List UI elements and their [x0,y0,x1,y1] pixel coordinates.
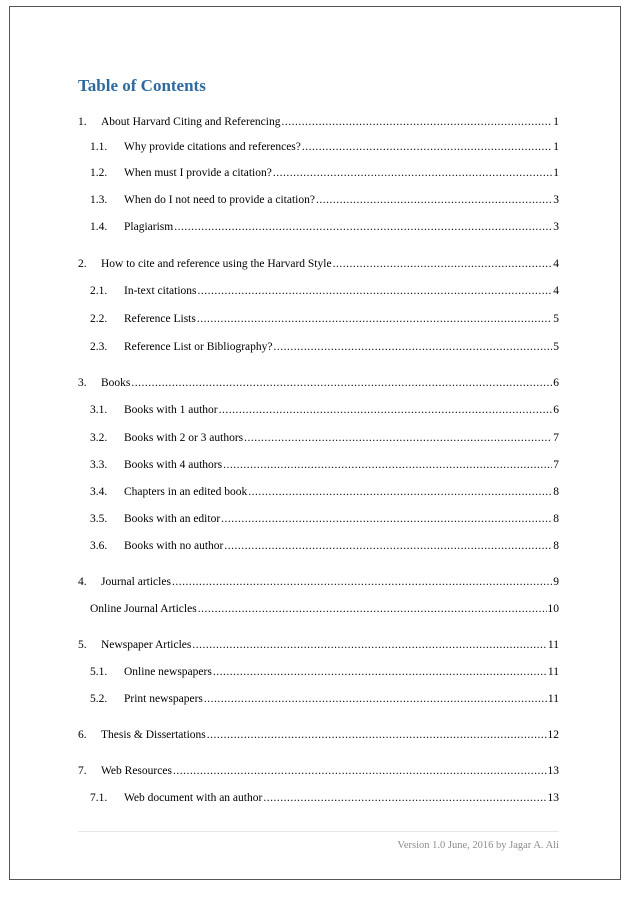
toc-label: In-text citations [124,285,197,297]
footer-version: Version 1.0 June, 2016 by Jagar A. Ali [397,840,559,851]
toc-entry-3-2[interactable] [90,430,559,446]
toc-leader [213,664,547,680]
toc-label: Web document with an author [124,792,263,804]
toc-number: 7. [78,765,87,777]
toc-number: 3.1. [90,404,108,416]
toc-number: 3.2. [90,432,108,444]
toc-entry-3[interactable] [78,375,559,391]
toc-label: Print newspapers [124,693,203,705]
toc-leader [198,601,547,617]
toc-leader [192,637,547,653]
toc-page: 5 [553,341,559,353]
toc-page: 1 [553,116,559,128]
toc-page: 8 [553,486,559,498]
toc-leader [333,256,553,272]
toc-entry-1-4[interactable] [90,219,559,235]
toc-entry-2-1[interactable] [90,283,559,299]
toc-page: 6 [553,404,559,416]
toc-number: 5. [78,639,87,651]
footer-divider [78,831,559,832]
toc-label: Books with 2 or 3 authors [124,432,244,444]
toc-page: 13 [547,765,559,777]
toc-leader [224,538,552,554]
toc-number: 2.2. [90,313,108,325]
toc-leader [197,311,552,327]
toc-label: About Harvard Citing and Referencing [101,116,281,128]
toc-page: 3 [553,194,559,206]
toc-label: Web Resources [101,765,172,777]
toc-entry-1-1[interactable] [90,139,559,155]
toc-number: 1. [78,116,87,128]
toc-leader [207,727,547,743]
toc-label: Books with an editor [124,513,221,525]
toc-entry-3-3[interactable] [90,457,559,473]
toc-entry-2-2[interactable] [90,311,559,327]
toc-page: 4 [553,258,559,270]
toc-leader [223,457,552,473]
toc-entry-2[interactable] [78,256,559,272]
toc-page: 8 [553,513,559,525]
toc-page: 7 [553,459,559,471]
toc-leader [174,219,552,235]
toc-entry-3-1[interactable] [90,402,559,418]
toc-entry-3-6[interactable] [90,538,559,554]
toc-page: 10 [547,603,559,615]
toc-entry-3-4[interactable] [90,484,559,500]
toc-entry-1-3[interactable] [90,192,559,208]
toc-entry-1-2[interactable] [90,165,559,181]
toc-entry-4-online[interactable] [90,601,559,617]
toc-label: Plagiarism [124,221,174,233]
toc-entry-6[interactable] [78,727,559,743]
toc-number: 6. [78,729,87,741]
toc-number: 7.1. [90,792,108,804]
toc-number: 1.4. [90,221,108,233]
toc-number: 1.3. [90,194,108,206]
toc-label: Books [101,377,131,389]
toc-entry-4[interactable] [78,574,559,590]
toc-entry-1[interactable] [78,114,559,130]
toc-leader [173,763,547,779]
toc-label: Online newspapers [124,666,212,678]
toc-label: Thesis & Dissertations [101,729,206,741]
toc-page: 11 [547,693,559,705]
toc-page: 12 [547,729,559,741]
toc-page: 11 [547,666,559,678]
toc-number: 3.4. [90,486,108,498]
toc-leader [273,165,552,181]
toc-page: 6 [553,377,559,389]
toc-label: Why provide citations and references? [124,141,301,153]
toc-number: 3. [78,377,87,389]
toc-leader [263,790,546,806]
toc-label: Newspaper Articles [101,639,192,651]
toc-number: 2. [78,258,87,270]
toc-page: 4 [553,285,559,297]
toc-leader [244,430,552,446]
toc-entry-7[interactable] [78,763,559,779]
toc-leader [131,375,552,391]
toc-label: Reference Lists [124,313,196,325]
toc-title: Table of Contents [78,76,206,95]
toc-leader [248,484,552,500]
toc-label: Reference List or Bibliography? [124,341,273,353]
toc-label: Books with 4 authors [124,459,223,471]
toc-page: 13 [547,792,559,804]
toc-number: 1.1. [90,141,108,153]
toc-leader [274,339,553,355]
toc-page: 7 [553,432,559,444]
toc-number: 2.1. [90,285,108,297]
toc-leader [316,192,552,208]
toc-label: Books with no author [124,540,224,552]
toc-entry-5-2[interactable] [90,691,559,707]
toc-number: 5.2. [90,693,108,705]
toc-page: 5 [553,313,559,325]
toc-entry-7-1[interactable] [90,790,559,806]
toc-number: 3.3. [90,459,108,471]
toc-leader [221,511,552,527]
toc-entry-5-1[interactable] [90,664,559,680]
toc-label: Chapters in an edited book [124,486,248,498]
toc-label: Journal articles [101,576,171,588]
toc-leader [172,574,552,590]
toc-page: 1 [553,141,559,153]
toc-number: 4. [78,576,87,588]
toc-entry-5[interactable] [78,637,559,653]
toc-page: 11 [547,639,559,651]
toc-page: 3 [553,221,559,233]
toc-page: 9 [553,576,559,588]
toc-page: 1 [553,167,559,179]
toc-number: 3.5. [90,513,108,525]
toc-number: 2.3. [90,341,108,353]
toc-entry-3-5[interactable] [90,511,559,527]
toc-number: 1.2. [90,167,108,179]
toc-number: 3.6. [90,540,108,552]
toc-number: 5.1. [90,666,108,678]
toc-label: Books with 1 author [124,404,218,416]
toc-entry-2-3[interactable] [90,339,559,355]
toc-label: When do I not need to provide a citation? [124,194,315,206]
toc-leader [204,691,547,707]
toc-label: Online Journal Articles [90,603,197,615]
toc-label: When must I provide a citation? [124,167,272,179]
toc-leader [281,114,552,130]
toc-page: 8 [553,540,559,552]
toc-leader [219,402,553,418]
toc-leader [198,283,553,299]
toc-leader [302,139,552,155]
toc-label: How to cite and reference using the Harvard Style [101,258,332,270]
